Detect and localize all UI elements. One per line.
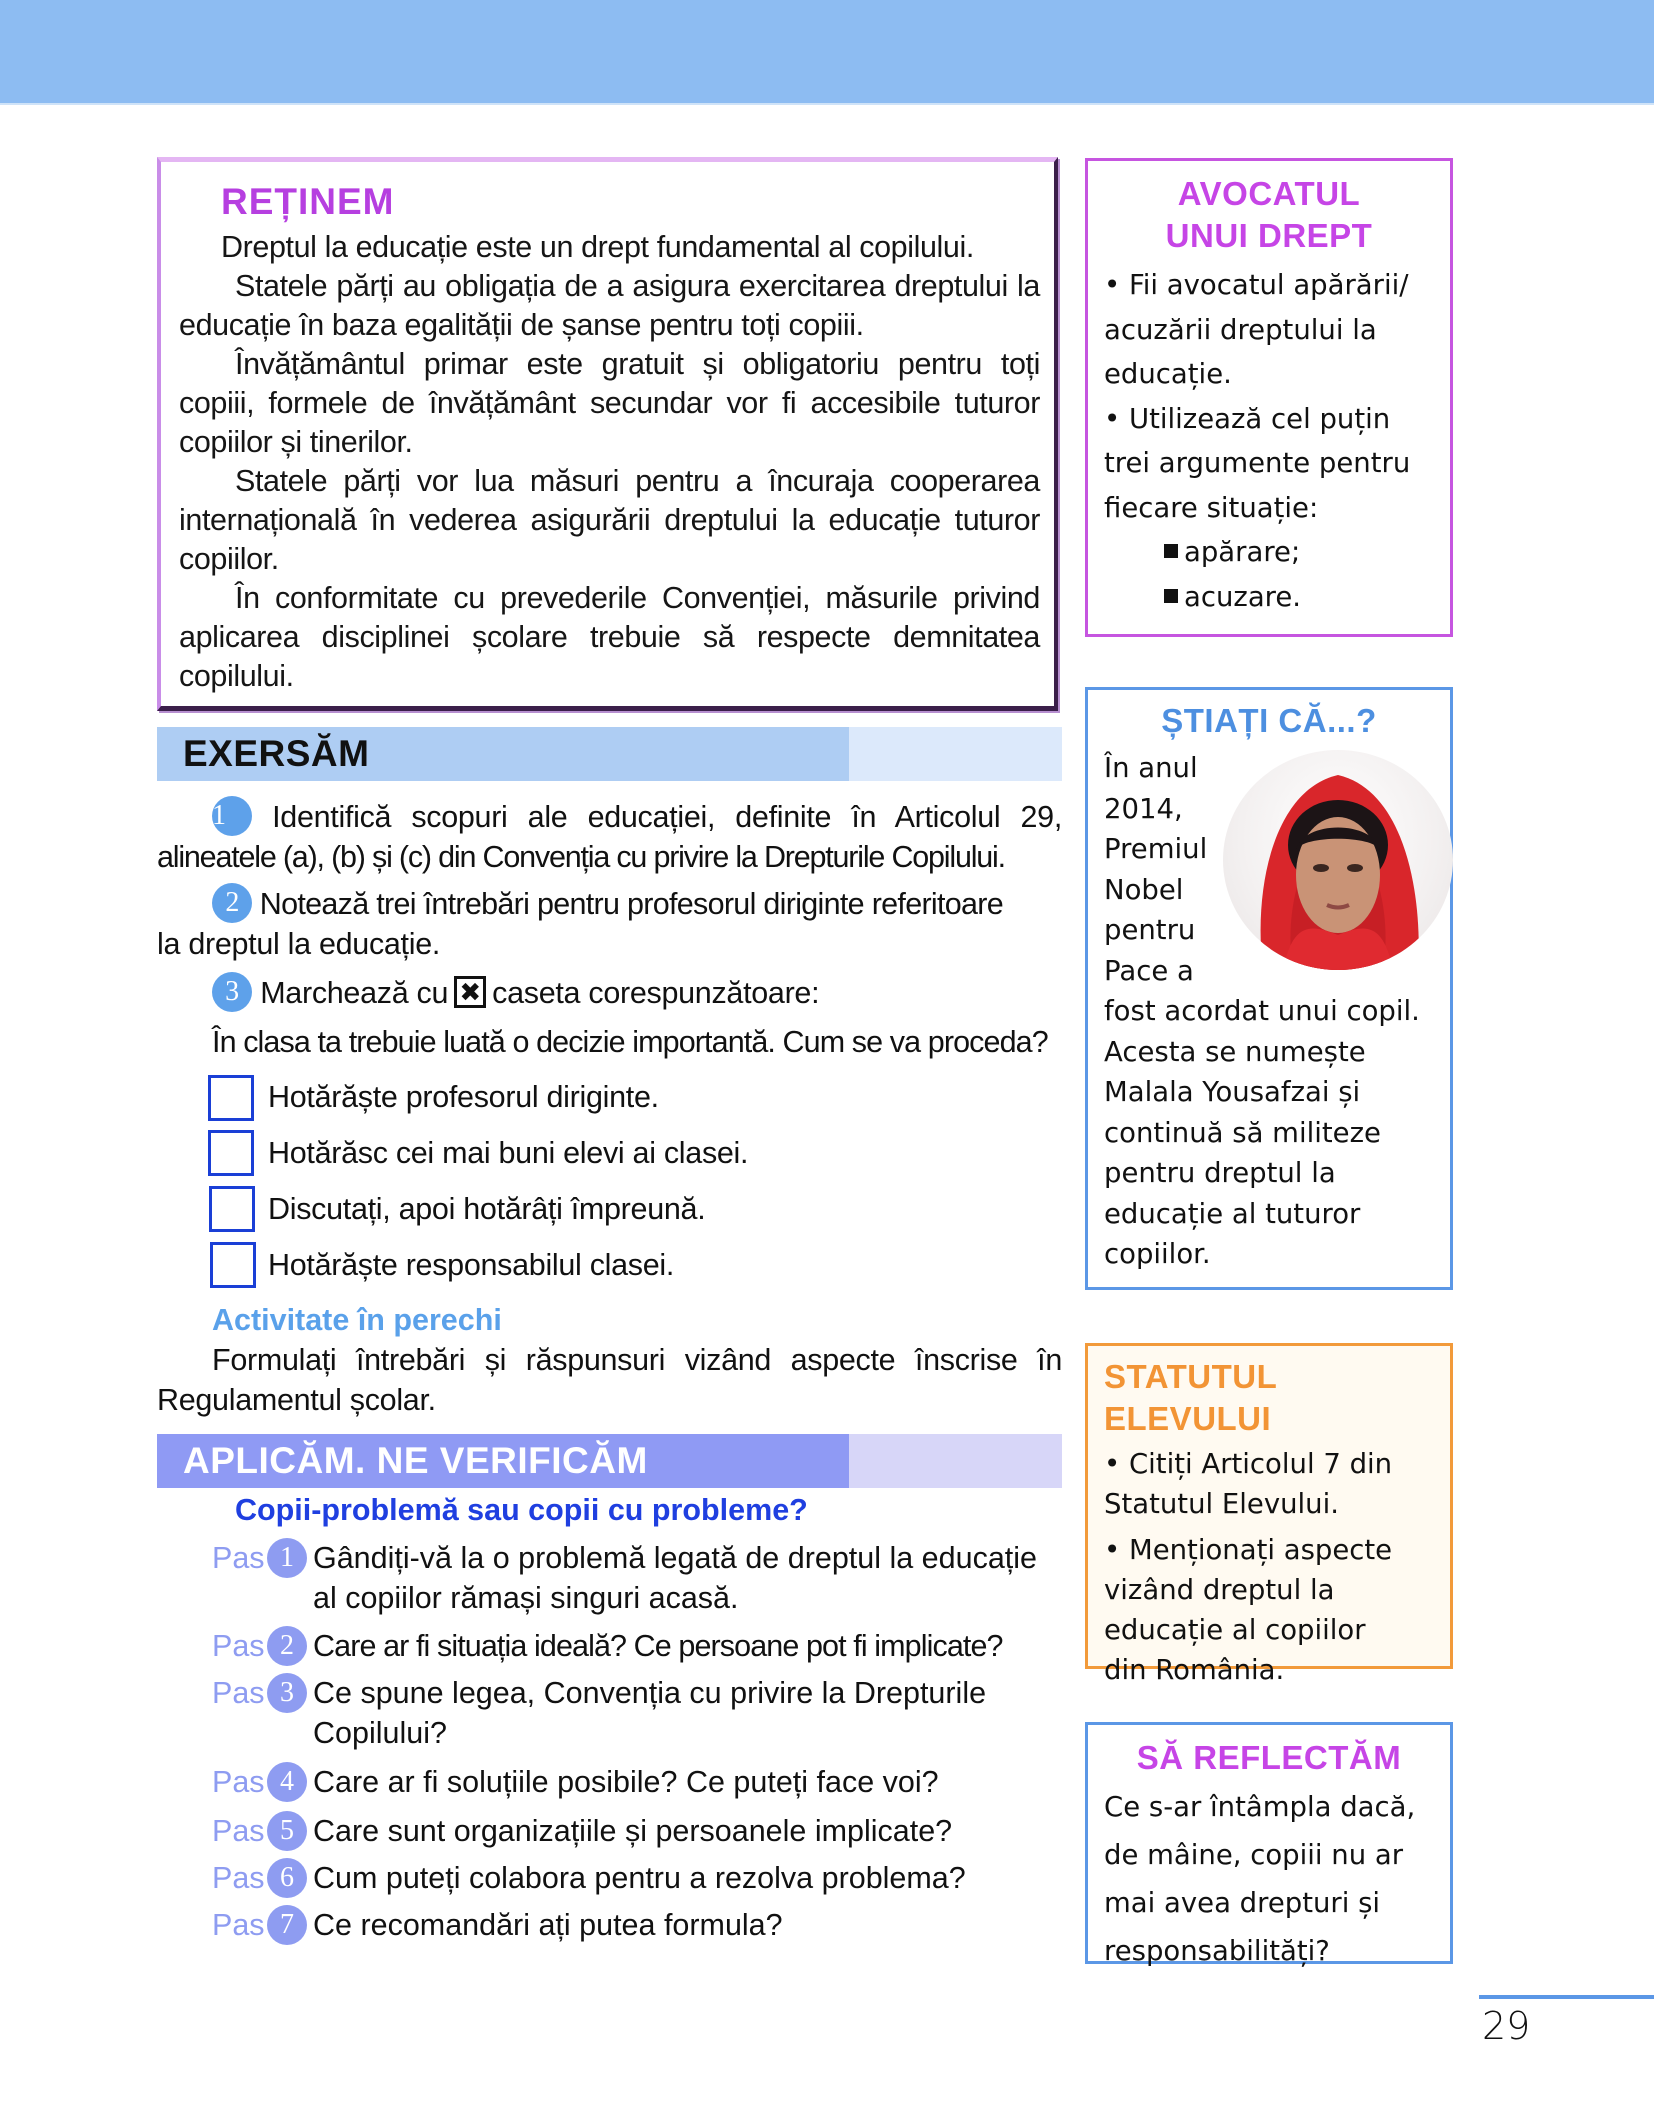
- statutul-line: Statutul Elevului.: [1104, 1488, 1339, 1520]
- stiati-line: Malala Yousafzai și: [1104, 1076, 1361, 1108]
- exersam-section-header: [157, 727, 1062, 781]
- retinem-box: [157, 157, 1058, 711]
- number-badge: 3: [267, 1673, 307, 1713]
- option-checkbox-3[interactable]: [209, 1186, 255, 1232]
- exersam-title: EXERSĂM: [157, 727, 849, 781]
- pair-activity-text: Formulați întrebări și răspunsuri vizând aspecte înscrise în: [212, 1343, 1062, 1377]
- step-label: Pas: [212, 1541, 265, 1575]
- statutul-title: STATUTUL ELEVULUI: [1104, 1358, 1277, 1437]
- decision-question: În clasa ta trebuie luată o decizie importantă. Cum se va proceda?: [212, 1025, 1048, 1059]
- stiati-line: Nobel: [1104, 873, 1184, 906]
- step-text: al copiilor rămași singuri acasă.: [313, 1581, 739, 1615]
- step-label: Pas: [212, 1861, 265, 1895]
- retinem-paragraph: Statele părți vor lua măsuri pentru a încuraja cooperarea internațională în vederea asigurării dreptului la educație tuturor copiilor.: [179, 464, 1040, 576]
- step-text: Ce spune legea, Convenția cu privire la Drepturile: [313, 1676, 987, 1710]
- avocatul-subitem: apărare;: [1104, 530, 1434, 575]
- stiati-line: pentru dreptul la: [1104, 1157, 1336, 1189]
- exersam-bar-accent: [849, 727, 1062, 781]
- stiati-ca-box: [1085, 687, 1453, 1290]
- avocatul-line: acuzării dreptului la: [1104, 313, 1377, 346]
- task-2: [212, 884, 1003, 924]
- step-2: [212, 1626, 1003, 1666]
- step-7: [212, 1905, 783, 1945]
- avocatul-line: • Utilizează cel puțin: [1104, 402, 1391, 435]
- step-text: Copilului?: [313, 1716, 447, 1750]
- retinem-paragraph: În conformitate cu prevederile Convenției, măsurile privind aplicarea disciplinei școlare trebuie să respecte demnitatea copilului.: [179, 581, 1040, 693]
- stiati-line: În anul: [1104, 752, 1198, 784]
- stiati-line: copiilor.: [1104, 1238, 1211, 1270]
- pair-activity-title: Activitate în perechi: [212, 1303, 502, 1337]
- reflect-line: responsabilități?: [1104, 1935, 1330, 1967]
- number-badge: 1: [212, 796, 252, 836]
- portrait-image-icon: [1223, 750, 1453, 970]
- option-checkbox-1[interactable]: [208, 1075, 254, 1121]
- stiati-line: 2014,: [1104, 792, 1183, 825]
- number-badge: 4: [267, 1762, 307, 1802]
- stiati-ca-title: ȘTIAȚI CĂ...?: [1161, 702, 1377, 739]
- sa-reflectam-box: [1085, 1722, 1453, 1967]
- option-label: Hotărăsc cei mai buni elevi ai clasei.: [268, 1136, 749, 1170]
- step-text: Gândiți-vă la o problemă legată de dreptul la educație: [313, 1541, 1037, 1575]
- step-text: Care ar fi soluțiile posibile? Ce puteți face voi?: [313, 1765, 939, 1799]
- option-checkbox-2[interactable]: [208, 1130, 254, 1176]
- stiati-line: educație al tuturor: [1104, 1197, 1361, 1230]
- reflect-line: Ce s-ar întâmpla dacă,: [1104, 1791, 1416, 1823]
- task-1: [212, 797, 1062, 837]
- option-label: Hotărăște profesorul diriginte.: [268, 1080, 659, 1114]
- step-text: Care ar fi situația ideală? Ce persoane pot fi implicate?: [313, 1629, 1003, 1663]
- step-1: [212, 1538, 1037, 1618]
- statutul-elevului-box: [1085, 1343, 1453, 1686]
- avocatul-box: [1085, 158, 1453, 637]
- number-badge: 2: [212, 883, 252, 923]
- stiati-line: Acesta se numește: [1104, 1035, 1366, 1068]
- retinem-paragraph: Statele părți au obligația de a asigura exercitarea dreptului la educație în baza egalității de șanse pentru toți copiii.: [179, 269, 1040, 342]
- task-text: Notează trei întrebări pentru profesorul diriginte referitoare: [259, 887, 1004, 921]
- avocatul-line: • Fii avocatul apărării/: [1104, 269, 1409, 301]
- reflect-line: mai avea drepturi și: [1104, 1887, 1381, 1919]
- reflect-line: de mâine, copiii nu ar: [1104, 1839, 1404, 1871]
- aplicam-section-header: [157, 1434, 1062, 1488]
- task-text: Marchează cu: [260, 976, 449, 1010]
- step-text: Ce recomandări ați putea formula?: [313, 1908, 783, 1942]
- stiati-line: fost acordat unui copil.: [1104, 995, 1420, 1027]
- number-badge: 7: [267, 1905, 307, 1945]
- aplicam-bar-accent: [849, 1434, 1062, 1488]
- checked-box-icon: ✖: [454, 976, 486, 1008]
- number-badge: 3: [212, 972, 252, 1012]
- task-2-line-2: la dreptul la educație.: [157, 927, 441, 961]
- stiati-line: continuă să militeze: [1104, 1116, 1381, 1149]
- number-badge: 2: [267, 1626, 307, 1666]
- avocatul-line: fiecare situație:: [1104, 491, 1319, 524]
- stiati-line: Premiul: [1104, 833, 1208, 865]
- square-bullet-icon: [1164, 589, 1178, 603]
- malala-portrait-photo: [1223, 750, 1453, 970]
- step-label: Pas: [212, 1814, 265, 1848]
- option-label: Discutați, apoi hotărâți împreună.: [268, 1192, 706, 1226]
- step-label: Pas: [212, 1629, 265, 1663]
- task-3: [212, 973, 819, 1013]
- number-badge: 6: [267, 1858, 307, 1898]
- option-label: Hotărăște responsabilul clasei.: [268, 1248, 675, 1282]
- statutul-line: • Menționați aspecte: [1104, 1534, 1393, 1566]
- step-label: Pas: [212, 1908, 265, 1942]
- aplicam-subtitle: Copii-problemă sau copii cu probleme?: [235, 1493, 808, 1527]
- statutul-line: • Citiți Articolul 7 din: [1104, 1448, 1393, 1480]
- retinem-title: REȚINEM: [221, 181, 395, 222]
- task-1-line-2: alineatele (a), (b) și (c) din Convenția cu privire la Drepturile Copilului.: [157, 840, 1005, 874]
- avocatul-title-1: AVOCATUL: [1177, 175, 1361, 212]
- task-text: caseta corespunzătoare:: [492, 976, 820, 1010]
- task-text: Identifică scopuri ale educației, definite în Articolul 29,: [272, 800, 1062, 834]
- sa-reflectam-title: SĂ REFLECTĂM: [1136, 1739, 1402, 1776]
- step-6: [212, 1858, 966, 1898]
- number-badge: 5: [267, 1811, 307, 1851]
- statutul-line: vizând dreptul la: [1104, 1574, 1335, 1606]
- stiati-line: Pace a: [1104, 954, 1194, 987]
- step-3: [212, 1673, 986, 1753]
- option-checkbox-4[interactable]: [210, 1242, 256, 1288]
- statutul-line: din România.: [1104, 1654, 1285, 1686]
- stiati-line: pentru: [1104, 914, 1196, 946]
- step-label: Pas: [212, 1765, 265, 1799]
- avocatul-title-2: UNUI DREPT: [1165, 217, 1373, 254]
- avocatul-line: trei argumente pentru: [1104, 447, 1411, 479]
- aplicam-title: APLICĂM. NE VERIFICĂM: [157, 1434, 849, 1488]
- avocatul-subitem: acuzare.: [1104, 575, 1434, 620]
- page-number-rule: [1479, 1995, 1654, 1999]
- avocatul-line: educație.: [1104, 358, 1232, 390]
- step-label: Pas: [212, 1676, 265, 1710]
- step-text: Cum puteți colabora pentru a rezolva problema?: [313, 1861, 966, 1895]
- page-header-band: [0, 0, 1654, 105]
- retinem-paragraph: Învățământul primar este gratuit și obligatoriu pentru toți copiii, formele de învățământ secundar vor fi accesibile tuturor copiilor și tinerilor.: [179, 347, 1040, 459]
- pair-activity-text-line-2: Regulamentul școlar.: [157, 1383, 436, 1417]
- step-5: [212, 1811, 952, 1851]
- page-number: 29: [1482, 2004, 1531, 2048]
- retinem-paragraph: Dreptul la educație este un drept fundamental al copilului.: [221, 230, 974, 264]
- square-bullet-icon: [1164, 544, 1178, 558]
- statutul-line: educație al copiilor: [1104, 1614, 1366, 1646]
- step-text: Care sunt organizațiile și persoanele implicate?: [313, 1814, 953, 1848]
- step-4: [212, 1762, 939, 1802]
- number-badge: 1: [267, 1538, 307, 1578]
